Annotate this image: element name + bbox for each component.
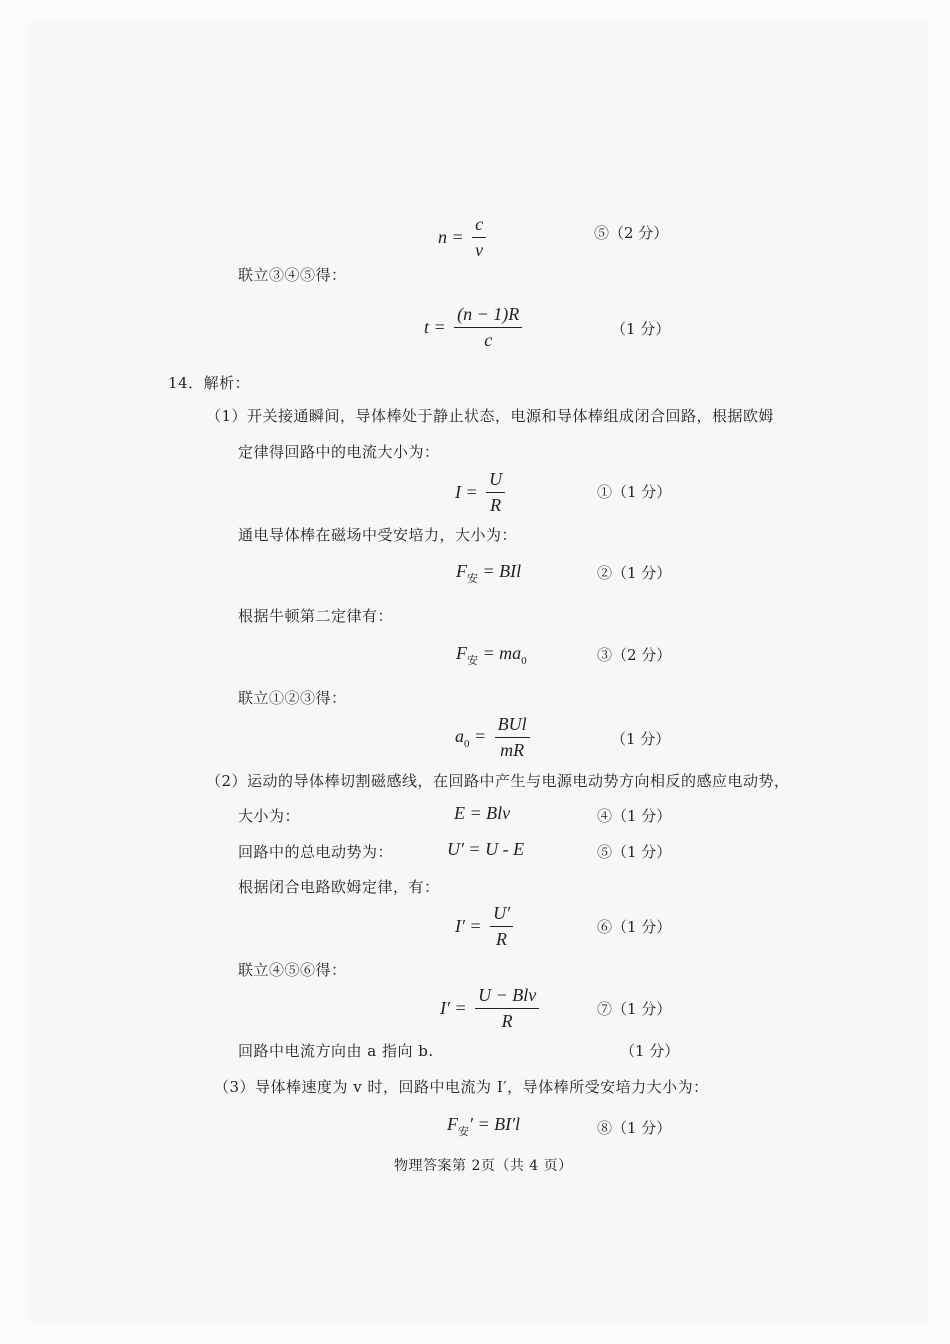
equation-4: E = Blv xyxy=(454,803,511,823)
denominator: c xyxy=(484,330,493,350)
text-line: 联立③④⑤得： xyxy=(238,266,347,284)
text-line: 回路中的总电动势为： xyxy=(238,843,394,861)
score-mark: ⑧（1 分） xyxy=(597,1119,672,1137)
equation-rhs: = ma xyxy=(478,643,522,663)
text-line: 根据闭合电路欧姆定律，有： xyxy=(238,878,440,896)
numerator: U − Blv xyxy=(475,985,539,1009)
text-line: 大小为： xyxy=(238,807,301,825)
equation-5: U′ = U - E xyxy=(447,839,525,859)
denominator: v xyxy=(475,240,484,260)
text-line: 根据牛顿第二定律有： xyxy=(238,607,394,625)
subscript: 安 xyxy=(467,573,478,585)
equation-1 xyxy=(455,469,505,516)
denominator: R xyxy=(501,1011,513,1031)
equation-lhs xyxy=(455,725,487,750)
score-mark: ③（2 分） xyxy=(597,646,672,664)
text-line: 通电导体棒在磁场中受安培力，大小为： xyxy=(238,526,518,544)
fraction xyxy=(475,985,539,1032)
text-line: 定律得回路中的电流大小为： xyxy=(238,443,440,461)
score-mark: ④（1 分） xyxy=(597,807,672,825)
equation-n xyxy=(438,214,486,261)
equation-6 xyxy=(455,903,513,950)
score-mark: ⑦（1 分） xyxy=(597,1000,672,1018)
question-title: 14．解析： xyxy=(168,374,251,392)
equation-rhs: = BI′l xyxy=(472,1114,521,1134)
force-symbol: F xyxy=(447,1114,458,1134)
denominator: mR xyxy=(500,740,525,760)
equation-t xyxy=(424,304,522,351)
equation-8 xyxy=(447,1114,520,1139)
subscript: 0 xyxy=(521,655,527,667)
page-footer: 物理答案第 2页（共 4 页） xyxy=(394,1158,573,1174)
equals: = xyxy=(469,725,487,746)
equation-lhs: I′ = xyxy=(455,916,482,936)
force-symbol: F xyxy=(456,643,467,663)
text-line: （1）开关接通瞬间，导体棒处于静止状态，电源和导体棒组成闭合回路，根据欧姆 xyxy=(206,407,775,425)
equation-3 xyxy=(456,643,527,668)
symbol: a xyxy=(455,725,464,746)
subscript: 安 xyxy=(467,655,478,667)
subscript: 0 xyxy=(464,737,470,750)
equation-lhs: I = xyxy=(455,482,478,502)
equation-lhs: t = xyxy=(424,317,446,337)
text-line: 联立①②③得： xyxy=(238,689,347,707)
fraction xyxy=(454,304,522,351)
prime: ′ xyxy=(469,1114,473,1134)
score-mark: （1 分） xyxy=(611,320,671,338)
score-mark: （1 分） xyxy=(611,730,671,748)
score-mark: ①（1 分） xyxy=(597,483,672,501)
text-line: 联立④⑤⑥得： xyxy=(238,961,347,979)
text-line: （3）导体棒速度为 v 时，回路中电流为 I′，导体棒所受安培力大小为： xyxy=(214,1078,709,1096)
force-symbol: F xyxy=(456,561,467,581)
subscript: 安 xyxy=(458,1126,469,1138)
score-mark: ⑤（2 分） xyxy=(594,224,669,242)
equation-rhs: = BIl xyxy=(478,561,522,581)
equation-lhs: n = xyxy=(438,227,464,247)
numerator: U xyxy=(486,469,505,493)
fraction xyxy=(486,469,505,516)
equation-2 xyxy=(456,561,521,586)
equation-7 xyxy=(440,985,539,1032)
score-mark: （1 分） xyxy=(620,1042,680,1060)
equation-lhs: I′ = xyxy=(440,998,467,1018)
denominator: R xyxy=(496,929,508,949)
numerator: c xyxy=(472,214,486,238)
denominator: R xyxy=(490,495,502,515)
numerator: U′ xyxy=(490,903,513,927)
score-mark: ⑤（1 分） xyxy=(597,843,672,861)
fraction xyxy=(495,714,530,761)
numerator: (n − 1)R xyxy=(454,304,522,328)
score-mark: ②（1 分） xyxy=(597,564,672,582)
fraction xyxy=(490,903,513,950)
fraction xyxy=(472,214,486,261)
text-line: 回路中电流方向由 a 指向 b. xyxy=(238,1042,434,1060)
numerator: BUl xyxy=(495,714,530,738)
equation-a0 xyxy=(455,714,530,761)
score-mark: ⑥（1 分） xyxy=(597,918,672,936)
text-line: （2）运动的导体棒切割磁感线，在回路中产生与电源电动势方向相反的感应电动势， xyxy=(206,772,790,790)
